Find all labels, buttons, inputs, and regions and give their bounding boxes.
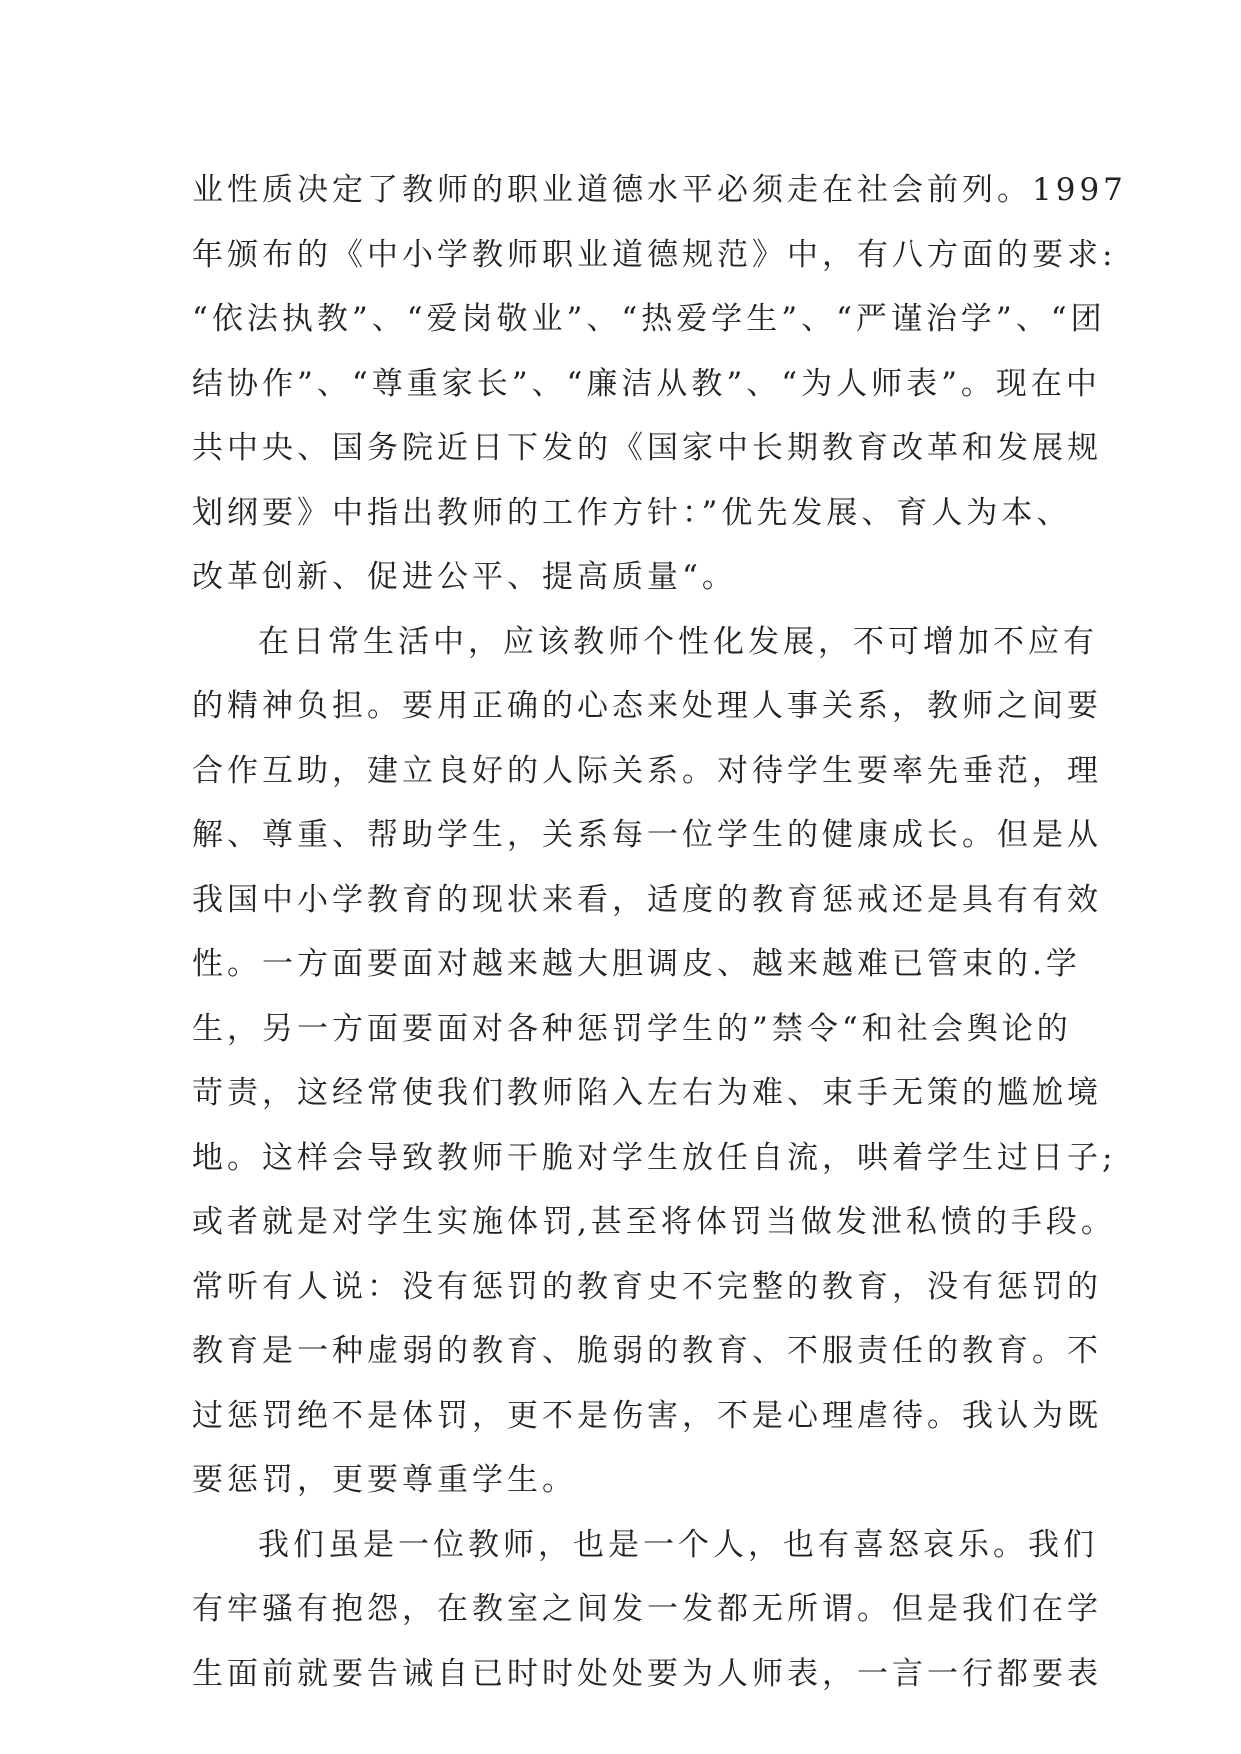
text-line: 改革创新、促进公平、提高质量“。 [192, 559, 737, 595]
text-line: 生，另一方面要面对各种惩罚学生的”禁令“和社会舆论的 [192, 1010, 1072, 1047]
text-line: 划纲要》中指出教师的工作方针：”优先发展、育人为本、 [192, 494, 1072, 531]
text-line: 业性质决定了教师的职业道德水平必须走在社会前列。1997 [192, 172, 1127, 208]
text-line: 教育是一种虚弱的教育、脆弱的教育、不服责任的教育。不 [192, 1333, 1102, 1369]
text-line: 我们虽是一位教师，也是一个人，也有喜怒哀乐。我们 [258, 1526, 1098, 1563]
text-line: 苛责，这经常使我们教师陷入左右为难、束手无策的尴尬境 [192, 1075, 1102, 1111]
text-line: 有牢骚有抱怨，在教室之间发一发都无所谓。但是我们在学 [192, 1591, 1102, 1627]
text-line: 共中央、国务院近日下发的《国家中长期教育改革和发展规 [192, 430, 1102, 466]
text-line: 性。一方面要面对越来越大胆调皮、越来越难已管束的.学 [192, 946, 1081, 982]
text-line: 结协作”、“尊重家长”、“廉洁从教”、“为人师表”。现在中 [192, 365, 1101, 402]
text-line: 我国中小学教育的现状来看，适度的教育惩戒还是具有有效 [192, 881, 1102, 918]
text-line: 合作互助，建立良好的人际关系。对待学生要率先垂范，理 [192, 752, 1102, 789]
text-line: 的精神负担。要用正确的心态来处理人事关系，教师之间要 [192, 688, 1102, 724]
text-line: 生面前就要告诫自已时时处处要为人师表，一言一行都要表 [192, 1655, 1102, 1692]
paragraph-3 [192, 1513, 1102, 1707]
text-line: 要惩罚，更要尊重学生。 [192, 1462, 577, 1498]
text-line: 解、尊重、帮助学生，关系每一位学生的健康成长。但是从 [192, 817, 1102, 853]
text-line: 常听有人说：没有惩罚的教育史不完整的教育，没有惩罚的 [192, 1268, 1102, 1305]
text-line: 在日常生活中，应该教师个性化发展，不可增加不应有 [258, 623, 1098, 660]
text-line: “依法执教”、“爱岗敬业”、“热爱学生”、“严谨治学”、“团 [192, 301, 1106, 337]
document-body [192, 158, 1127, 1706]
text-line: 年颁布的《中小学教师职业道德规范》中，有八方面的要求: [192, 236, 1117, 273]
paragraph-1 [192, 158, 1127, 610]
paragraph-2 [192, 610, 1117, 1513]
text-line: 地。这样会导致教师干脆对学生放任自流，哄着学生过日子; [192, 1139, 1117, 1176]
text-line: 或者就是对学生实施体罚,甚至将体罚当做发泄私愤的手段。 [192, 1204, 1116, 1240]
text-line: 过惩罚绝不是体罚，更不是伤害，不是心理虐待。我认为既 [192, 1397, 1102, 1434]
